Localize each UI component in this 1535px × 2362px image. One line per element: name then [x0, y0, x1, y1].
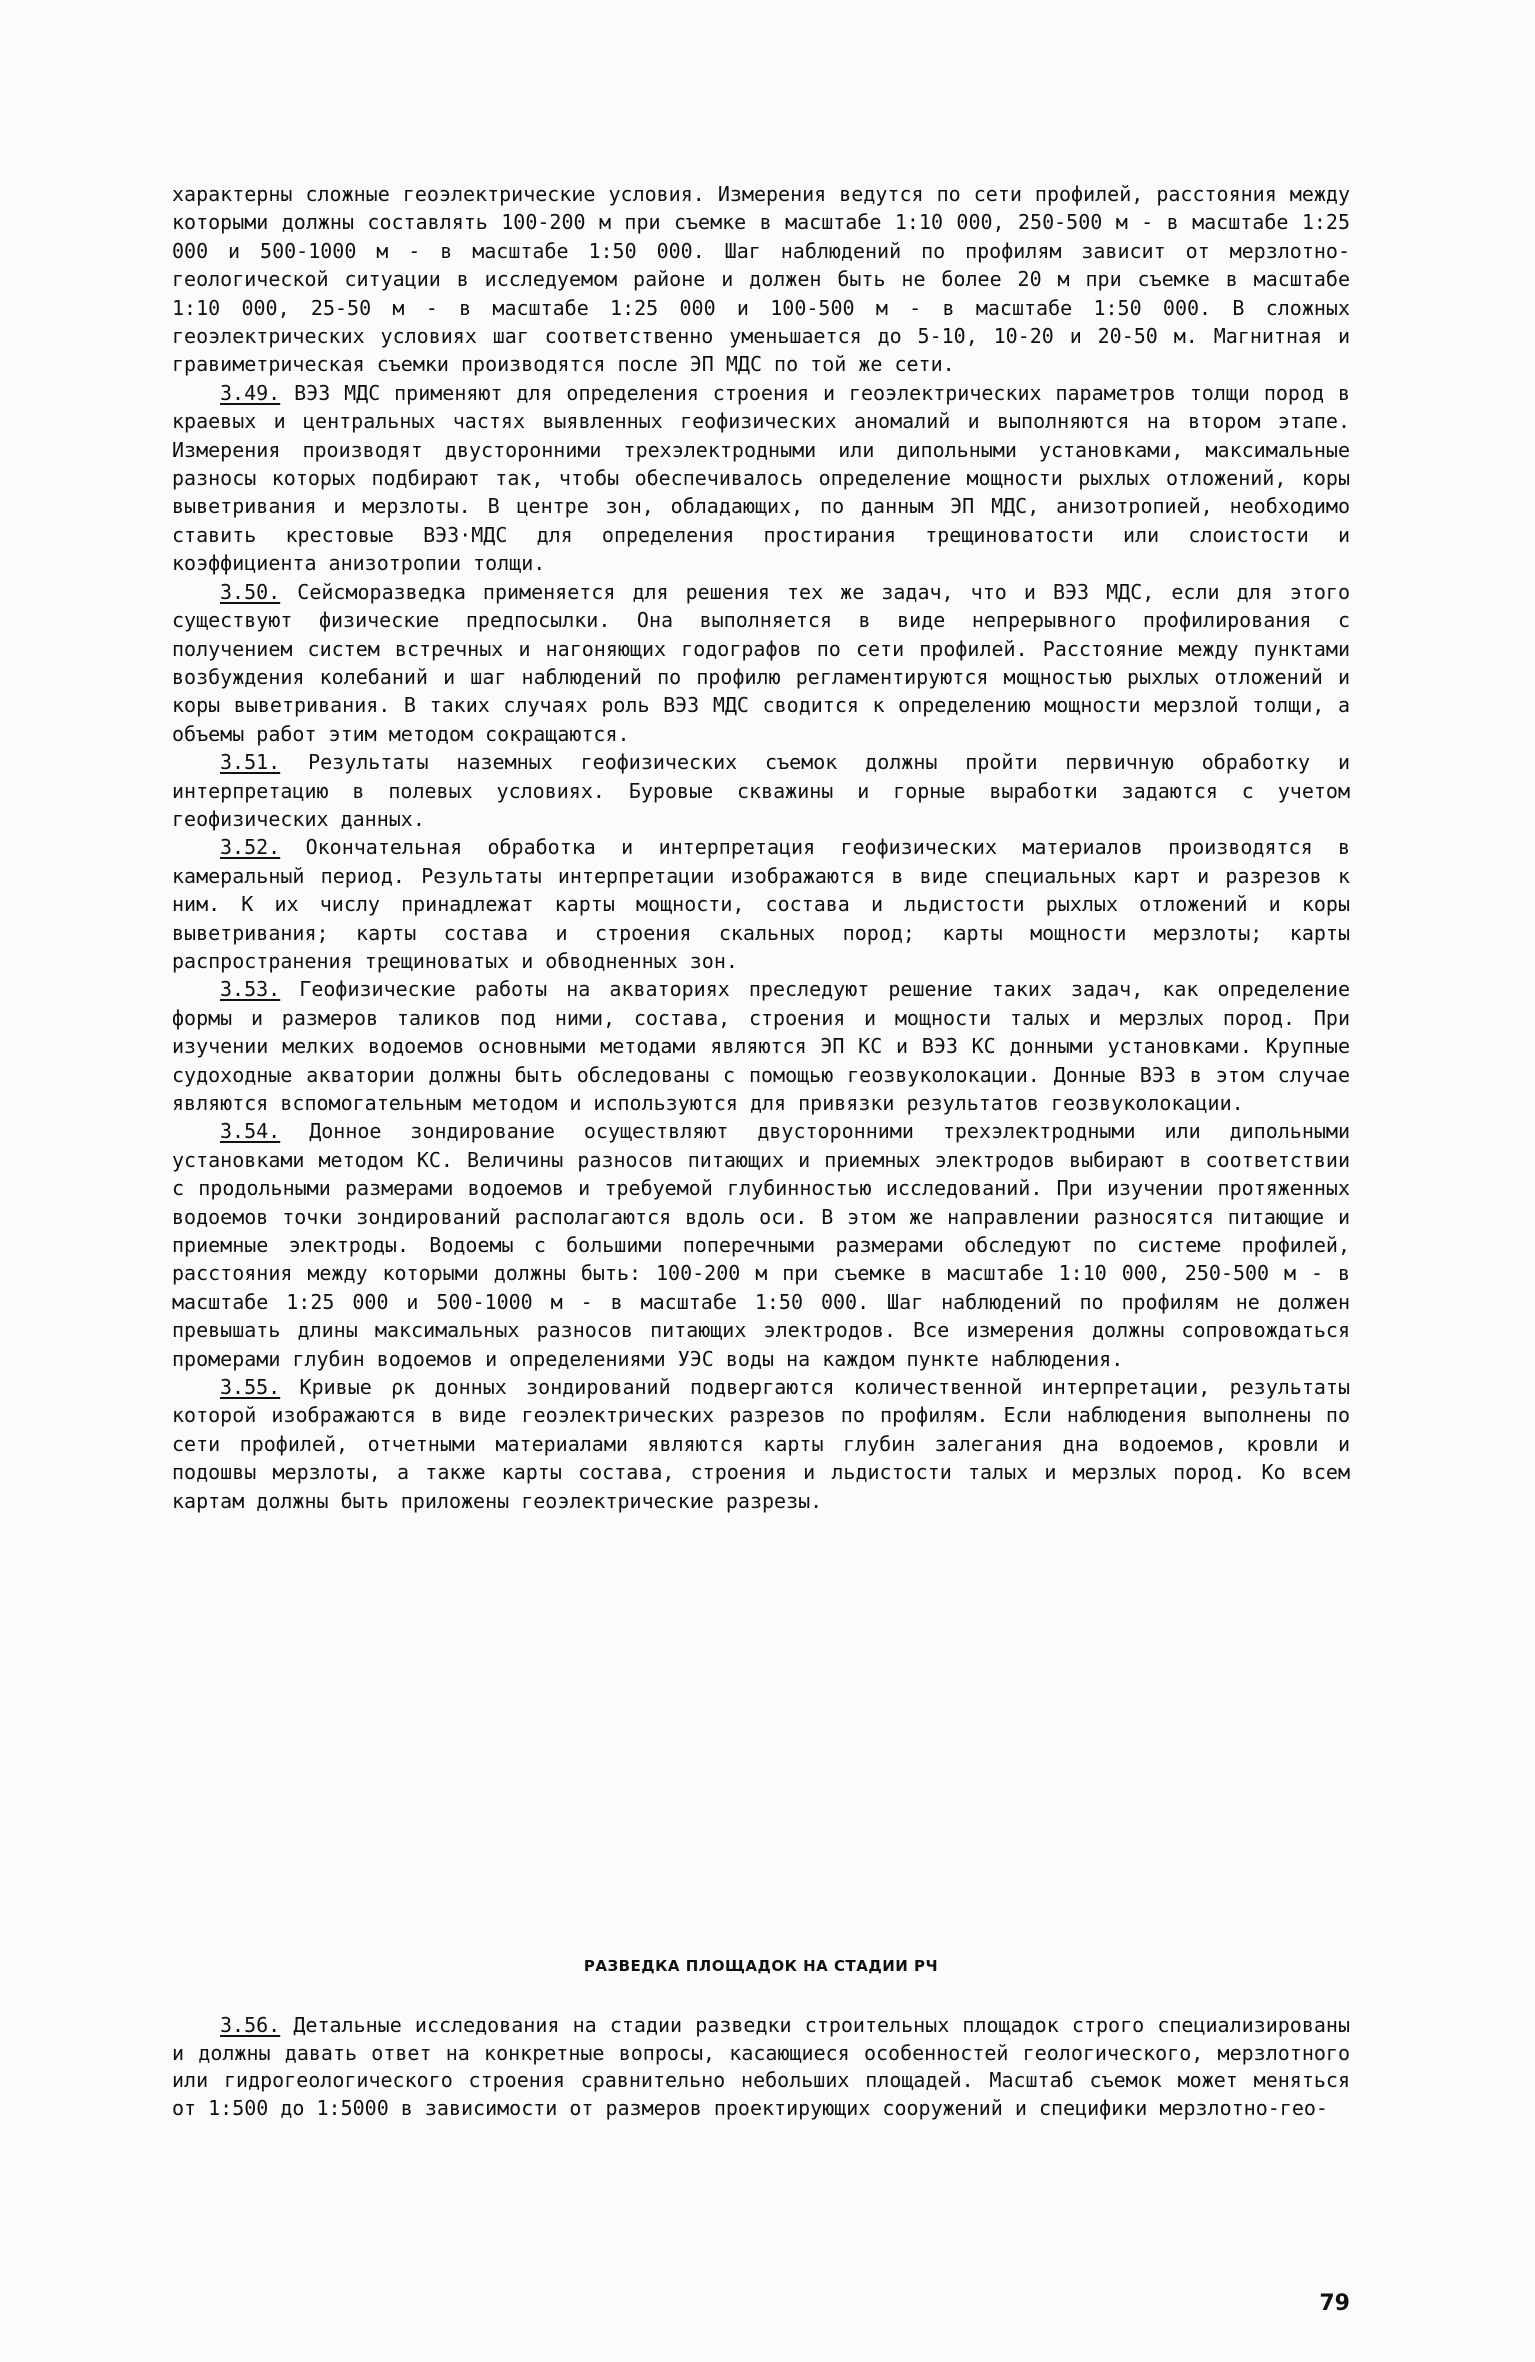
paragraph-text: Детальные исследования на стадии разведки строительных площадок строго специализированы и должны давать ответ на конкретные вопросы, касающиеся особенностей геологического, мерзлотного или гидрогеологического строения сравнительно небольших площадей. Масштаб съемок может меняться от 1:500 до 1:5000 в зависимости от размеров проектирующих сооружений и специфики мерзлотно-гео-	[172, 2013, 1350, 2120]
page-number: 79	[1319, 2291, 1350, 2316]
paragraph-number: 3.50.	[220, 579, 281, 604]
paragraph-number: 3.55.	[220, 1375, 281, 1400]
paragraph-number: 3.53.	[220, 977, 281, 1002]
paragraph-number: 3.54.	[220, 1119, 281, 1144]
section-heading: РАЗВЕДКА ПЛОЩАДОК НА СТАДИИ РЧ	[583, 1957, 939, 1975]
paragraph-text: Кривые ρк донных зондирований подвергаются количественной интерпретации, результаты которой изображаются в виде геоэлектрических разрезов по профилям. Если наблюдения выполнены по сети профилей, отчетными материалами являются карты глубин залегания дна водоемов, кровли и подошвы мерзлоты, а также карты состава, строения и льдистости талых и мерзлых пород. Ко всем картам должны быть приложены геоэлектрические разрезы.	[172, 1375, 1350, 1513]
paragraph-3-49	[172, 379, 1350, 578]
paragraph-number: 3.51.	[220, 750, 281, 775]
paragraph-3-52	[172, 833, 1350, 975]
paragraph-text: Донное зондирование осуществляют двусторонними трехэлектродными или дипольными установками методом КС. Величины разносов питающих и приемных электродов выбирают в соответствии с продольными размерами водоемов и требуемой глубинностью исследований. При изучении протяженных водоемов точки зондирований располагаются вдоль оси. В этом же направлении разносятся питающие и приемные электроды. Водоемы с большими поперечными размерами обследуют по системе профилей, расстояния между которыми должны быть: 100-200 м при съемке в масштабе 1:10 000, 250-500 м - в масштабе 1:25 000 и 500-1000 м - в масштабе 1:50 000. Шаг наблюдений по профилям не должен превышать длины максимальных разносов питающих электродов. Все измерения должны сопровождаться промерами глубин водоемов и определениями УЭС воды на каждом пункте наблюдения.	[172, 1119, 1350, 1371]
paragraph-text: Окончательная обработка и интерпретация геофизических материалов производятся в камеральный период. Результаты интерпретации изображаются в виде специальных карт и разрезов к ним. К их числу принадлежат карты мощности, состава и льдистости рыхлых отложений и коры выветривания; карты состава и строения скальных пород; карты мощности мерзлоты; карты распространения трещиноватых и обводненных зон.	[172, 835, 1350, 973]
lower-text-column	[172, 2012, 1350, 2122]
paragraph-number: 3.52.	[220, 835, 281, 860]
paragraph-text: Сейсморазведка применяется для решения тех же задач, что и ВЭЗ МДС, если для этого существуют физические предпосылки. Она выполняется в виде непрерывного профилирования с получением систем встречных и нагоняющих годографов по сети профилей. Расстояние между пунктами возбуждения колебаний и шаг наблюдений по профилю регламентируются мощностью рыхлых отложений и коры выветривания. В таких случаях роль ВЭЗ МДС сводится к определению мощности мерзлой толщи, а объемы работ этим методом сокращаются.	[172, 579, 1350, 746]
paragraph-number: 3.49.	[220, 380, 281, 405]
paragraph-text: ВЭЗ МДС применяют для определения строения и геоэлектрических параметров толщи пород в краевых и центральных частях выявленных геофизических аномалий и выполняются на втором этапе. Измерения производят двусторонними трехэлектродными или дипольными установками, максимальные разносы которых подбирают так, чтобы обеспечивалось определение мощности рыхлых отложений, коры выветривания и мерзлоты. В центре зон, обладающих, по данным ЭП МДС, анизотропией, необходимо ставить крестовые ВЭЗ·МДС для определения простирания трещиноватости или слоистости и коэффициента анизотропии толщи.	[172, 380, 1350, 576]
paragraph-3-54	[172, 1117, 1350, 1373]
intro-paragraph: характерны сложные геоэлектрические условия. Измерения ведутся по сети профилей, расстояния между которыми должны составлять 100-200 м при съемке в масштабе 1:10 000, 250-500 м - в масштабе 1:25 000 и 500-1000 м - в масштабе 1:50 000. Шаг наблюдений по профилям зависит от мерзлотно-геологической ситуации в исследуемом районе и должен быть не более 20 м при съемке в масштабе 1:10 000, 25-50 м - в масштабе 1:25 000 и 100-500 м - в масштабе 1:50 000. В сложных геоэлектрических условиях шаг соответственно уменьшается до 5-10, 10-20 и 20-50 м. Магнитная и гравиметрическая съемки производятся после ЭП МДС по той же сети.	[172, 182, 1350, 377]
paragraph-number: 3.56.	[220, 2013, 281, 2037]
paragraph-text: Результаты наземных геофизических съемок должны пройти первичную обработку и интерпретацию в полевых условиях. Буровые скважины и горные выработки задаются с учетом геофизических данных.	[172, 750, 1350, 831]
paragraph-3-50	[172, 578, 1350, 748]
paragraph-3-53	[172, 975, 1350, 1117]
main-text-column	[172, 180, 1350, 1515]
paragraph-text: Геофизические работы на акваториях преследуют решение таких задач, как определение формы и размеров таликов под ними, состава, строения и мощности талых и мерзлых пород. При изучении мелких водоемов основными методами являются ЭП КС и ВЭЗ КС донными установками. Крупные судоходные акватории должны быть обследованы с помощью геозвуколокации. Донные ВЭЗ в этом случае являются вспомогательным методом и используются для привязки результатов геозвуколокации.	[172, 977, 1350, 1115]
paragraph-3-56	[172, 2012, 1350, 2122]
paragraph-3-55	[172, 1373, 1350, 1515]
paragraph-3-51	[172, 748, 1350, 833]
